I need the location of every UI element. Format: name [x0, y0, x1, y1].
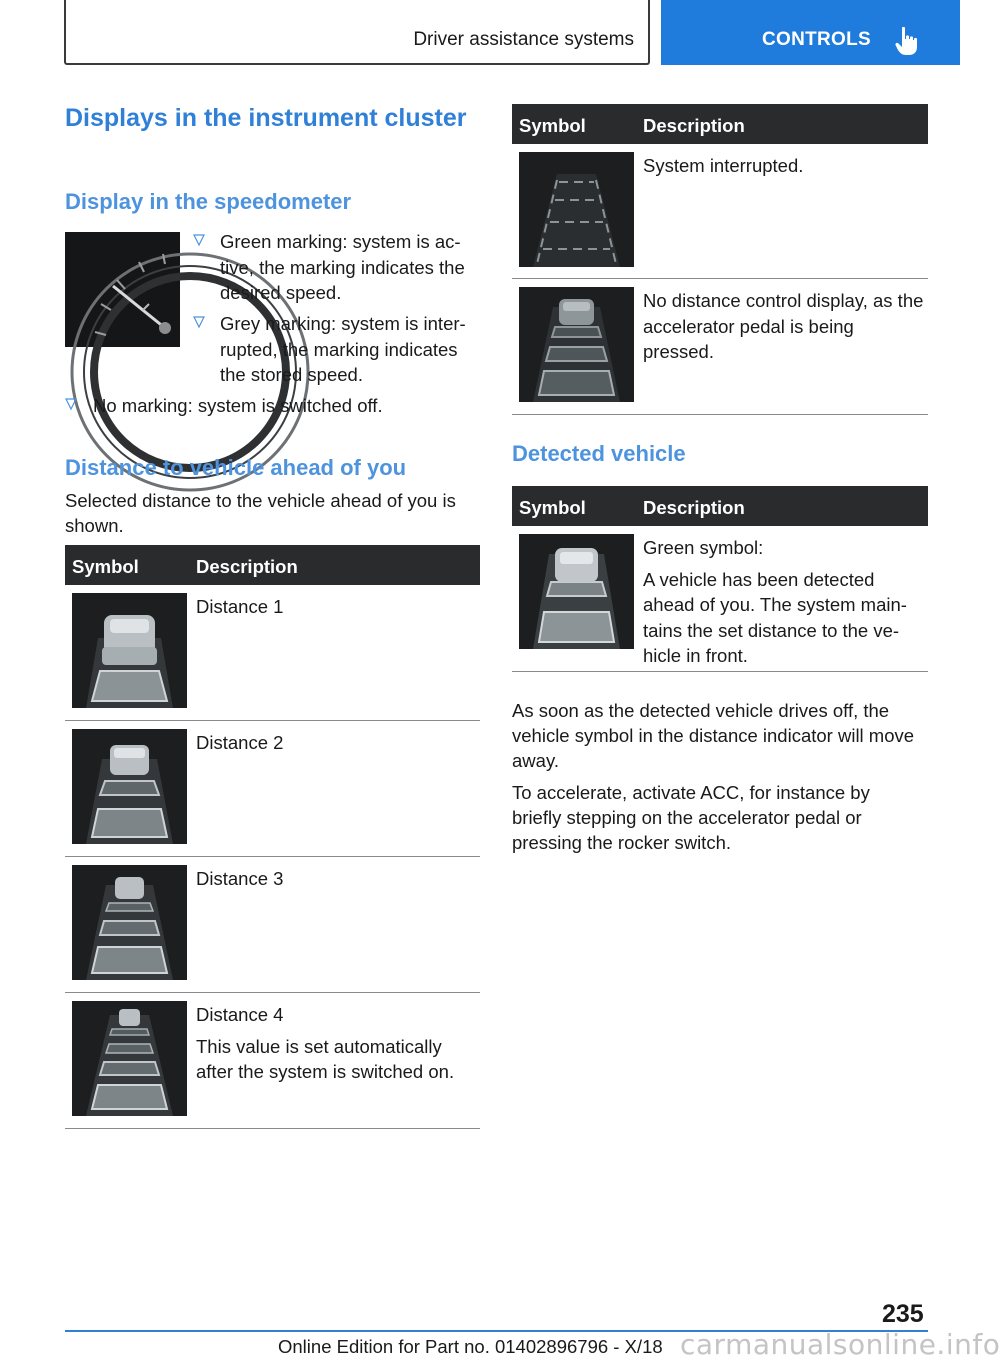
- page-number: 235: [882, 1300, 924, 1328]
- speedometer-heading: Display in the speedometer: [65, 189, 352, 214]
- row-description: System interrupted.: [643, 155, 804, 176]
- table-row: [65, 857, 480, 993]
- paragraph-accelerate: To accelerate, activate ACC, for instance by briefly stepping on the accelerator pedal or pressing the rocker switch.: [512, 782, 870, 853]
- column-header-description: Description: [643, 497, 745, 518]
- header-section-title: Driver assistance systems: [413, 29, 634, 50]
- distance-1-symbol: [72, 593, 187, 708]
- table-row: [512, 526, 928, 672]
- pointing-hand-icon: [895, 26, 921, 56]
- header-chapter-label: CONTROLS: [762, 29, 872, 50]
- footer-edition: Online Edition for Part no. 01402896796 - X/18: [278, 1336, 663, 1357]
- table-row: [65, 993, 480, 1129]
- row-description: Distance 1: [196, 596, 284, 617]
- bullet-text: Grey marking: system is inter‐rupted, the marking indicates the stored speed.: [220, 313, 466, 385]
- row-description: Distance 4 This value is set automatically after the system is switched on.: [196, 1004, 455, 1082]
- list-item: [65, 393, 475, 419]
- table-header: [65, 545, 480, 585]
- distance-3-symbol: [72, 865, 187, 980]
- detected-vehicle-symbol: [519, 534, 634, 649]
- column-header-description: Description: [196, 556, 298, 577]
- row-description: Distance 2: [196, 732, 284, 753]
- row-description: Distance 3: [196, 868, 284, 889]
- table-header: [512, 486, 928, 526]
- distance-2-symbol: [72, 729, 187, 844]
- table-row: [65, 585, 480, 721]
- distance-heading: Distance to vehicle ahead of you: [65, 455, 407, 480]
- no-distance-control-symbol: [519, 287, 634, 402]
- detected-vehicle-heading: Detected vehicle: [512, 441, 686, 466]
- column-header-symbol: Symbol: [519, 115, 586, 136]
- detected-vehicle-table: [512, 486, 928, 672]
- column-header-symbol: Symbol: [72, 556, 139, 577]
- triangle-bullet-icon: [65, 398, 77, 410]
- bullet-text: Green marking: system is ac‐tive, the marking indicates the desired speed.: [220, 231, 465, 303]
- watermark: carmanualsonline.info: [680, 1328, 1000, 1361]
- column-header-description: Description: [643, 115, 745, 136]
- list-item: [193, 311, 478, 388]
- row-description: Green symbol: A vehicle has been detected ahead of you. The system main‐tains the set distance to the ve‐hicle in front.: [643, 537, 907, 666]
- distance-intro: Selected distance to the vehicle ahead of you is shown.: [65, 490, 456, 536]
- triangle-bullet-icon: [193, 316, 205, 328]
- distance-4-symbol: [72, 1001, 187, 1116]
- paragraph-drives-off: As soon as the detected vehicle drives off, the vehicle symbol in the distance indicator will move away.: [512, 700, 915, 771]
- table-row: [512, 144, 928, 279]
- row-description: No distance control display, as the accelerator pedal is being pressed.: [643, 290, 924, 362]
- column-header-symbol: Symbol: [519, 497, 586, 518]
- table-row: [512, 279, 928, 415]
- table-row: [65, 721, 480, 857]
- speedometer-marking-image: [65, 232, 180, 347]
- header-section-box: [64, 0, 650, 65]
- table-header: [512, 104, 928, 144]
- status-table: [512, 104, 928, 415]
- list-item: [193, 229, 478, 306]
- triangle-bullet-icon: [193, 234, 205, 246]
- header-chapter-tab[interactable]: [661, 0, 960, 65]
- distance-table: [65, 545, 480, 1129]
- bullet-text: No marking: system is switched off.: [93, 395, 383, 416]
- section-title: Displays in the instrument cluster: [65, 104, 467, 132]
- system-interrupted-symbol: [519, 152, 634, 267]
